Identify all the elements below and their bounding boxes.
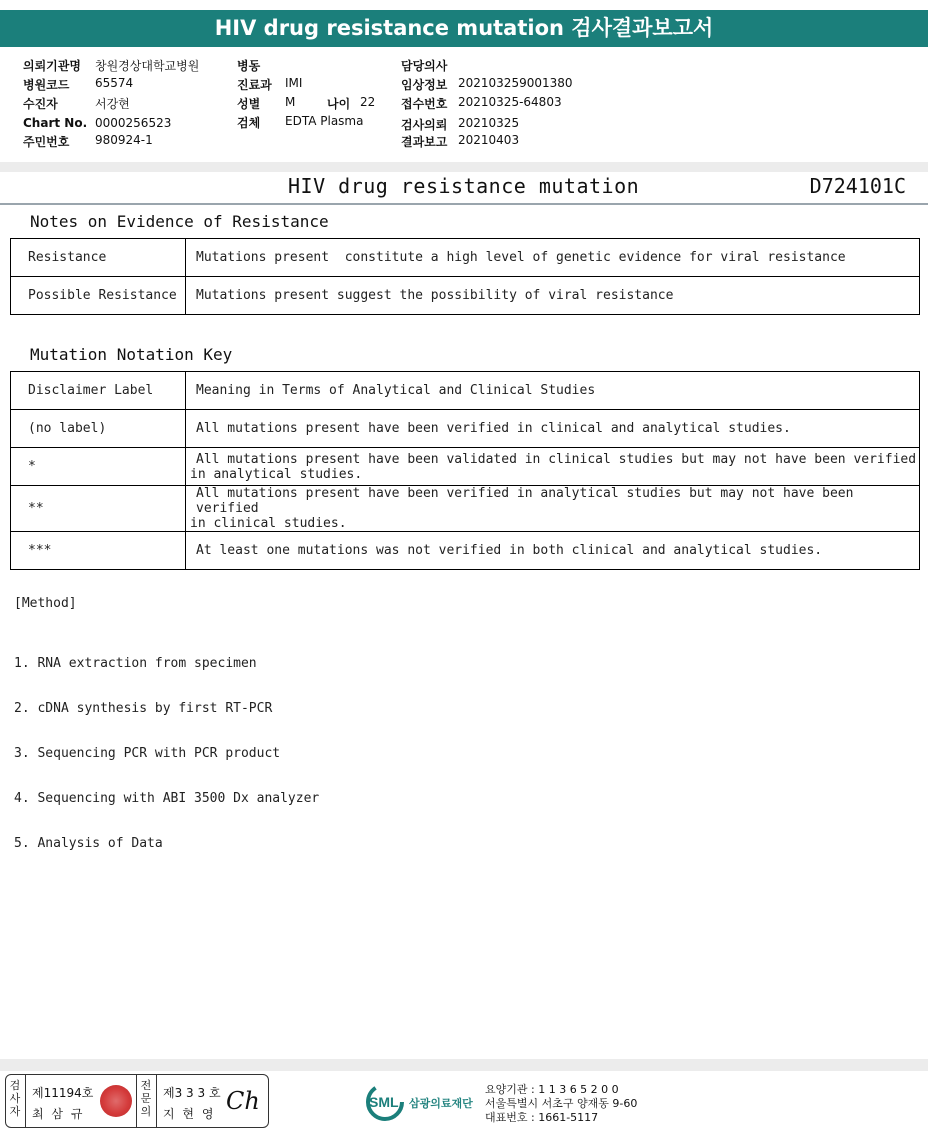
specimen-value: EDTA Plasma — [285, 114, 364, 128]
notation-text-line: in analytical studies. — [190, 466, 363, 482]
evidence-heading: Notes on Evidence of Resistance — [30, 212, 329, 231]
request-label: 검사의뢰 — [401, 118, 448, 132]
notation-text-line: All mutations present have been verified in analytical studies but may not have been verified — [196, 486, 854, 516]
specialist-name: 지 현 영 — [163, 1107, 216, 1121]
notation-label-cell: * — [11, 448, 186, 486]
clinical-value: 202103259001380 — [458, 76, 573, 90]
hospital-code-value: 65574 — [95, 76, 134, 90]
table-row — [11, 486, 920, 532]
header-separator — [0, 162, 928, 172]
chart-no-value: 0000256523 — [95, 116, 172, 130]
notation-text-cell — [186, 486, 920, 532]
evidence-text-cell: Mutations present constitute a high level of genetic evidence for viral resistance — [186, 239, 920, 277]
table-header-row — [11, 372, 920, 410]
lab-address: 서울특별시 서초구 양재동 9-60 — [485, 1097, 638, 1110]
examiner-label: 검사자 — [9, 1079, 21, 1118]
column-header: Meaning in Terms of Analytical and Clinical Studies — [186, 372, 920, 410]
institution-label: 의뢰기관명 — [23, 59, 81, 73]
age-value: 22 — [360, 95, 376, 109]
chart-no-label: Chart No. — [23, 116, 88, 130]
age-label: 나이 — [327, 97, 351, 111]
divider — [156, 1075, 157, 1127]
clinical-label: 임상정보 — [401, 78, 448, 92]
column-header: Disclaimer Label — [11, 372, 186, 410]
doctor-label: 담당의사 — [401, 59, 448, 73]
report-code: D724101C — [809, 174, 906, 198]
lab-name: 삼광의료재단 — [409, 1097, 473, 1110]
method-step: 5. Analysis of Data — [14, 836, 163, 851]
title-underline — [0, 203, 928, 205]
sml-logo-icon — [365, 1082, 485, 1122]
recipient-value: 서강현 — [95, 97, 130, 111]
evidence-table — [10, 238, 920, 315]
institution-value: 창원경상대학교병원 — [95, 59, 200, 73]
specialist-label: 전문의 — [140, 1079, 152, 1118]
table-row — [11, 277, 920, 315]
notation-heading: Mutation Notation Key — [30, 345, 233, 364]
recipient-label: 수진자 — [23, 97, 58, 111]
specialist-license: 제3 3 3 호 — [163, 1086, 221, 1100]
evidence-text-cell: Mutations present suggest the possibility of viral resistance — [186, 277, 920, 315]
receipt-value: 20210325-64803 — [458, 95, 562, 109]
method-step: 1. RNA extraction from specimen — [14, 656, 257, 671]
evidence-label-cell: Possible Resistance — [11, 277, 186, 315]
report-date-value: 20210403 — [458, 133, 520, 147]
table-row — [11, 410, 920, 448]
lab-info — [485, 1083, 637, 1125]
report-date-label: 결과보고 — [401, 135, 448, 149]
report-title: HIV drug resistance mutation — [288, 174, 640, 198]
official-seal-icon — [100, 1085, 132, 1117]
sex-label: 성별 — [237, 97, 261, 111]
examiner-license: 제11194호 — [32, 1086, 94, 1100]
notation-table — [10, 371, 920, 570]
sex-value: M — [285, 95, 296, 109]
notation-text-line: in clinical studies. — [190, 516, 347, 531]
notation-text-line: All mutations present have been validated in clinical studies but may not have been verified — [196, 451, 917, 467]
lab-license: 요양기관 : 1 1 3 6 5 2 0 0 — [485, 1083, 619, 1096]
lab-phone: 대표번호 : 1661-5117 — [485, 1111, 599, 1124]
table-row — [11, 532, 920, 570]
receipt-label: 접수번호 — [401, 97, 448, 111]
report-banner: HIV drug resistance mutation 검사결과보고서 — [0, 10, 928, 47]
notation-label-cell: *** — [11, 532, 186, 570]
request-value: 20210325 — [458, 116, 520, 130]
notation-text-cell: At least one mutations was not verified in both clinical and analytical studies. — [186, 532, 920, 570]
ward-label: 병동 — [237, 59, 261, 73]
logo-text: SML — [369, 1094, 399, 1110]
method-step: 4. Sequencing with ABI 3500 Dx analyzer — [14, 791, 320, 806]
divider — [25, 1075, 26, 1127]
footer-separator — [0, 1059, 928, 1071]
signature-icon: Ch — [226, 1087, 260, 1115]
method-heading: [Method] — [14, 596, 77, 611]
method-list — [14, 626, 319, 866]
report-title-bar — [0, 173, 928, 203]
patient-info — [0, 0, 928, 160]
notation-label-cell: ** — [11, 486, 186, 532]
signature-box — [5, 1074, 269, 1128]
method-step: 3. Sequencing PCR with PCR product — [14, 746, 281, 761]
dept-value: IMI — [285, 76, 303, 90]
method-step: 2. cDNA synthesis by first RT-PCR — [14, 701, 273, 716]
notation-text-cell — [186, 448, 920, 486]
hospital-code-label: 병원코드 — [23, 78, 70, 92]
specimen-label: 검체 — [237, 116, 261, 130]
rrn-value: 980924-1 — [95, 133, 153, 147]
examiner-name: 최 삼 규 — [32, 1107, 85, 1121]
notation-text-cell: All mutations present have been verified in clinical and analytical studies. — [186, 410, 920, 448]
divider — [136, 1075, 137, 1127]
table-row — [11, 239, 920, 277]
evidence-label-cell: Resistance — [11, 239, 186, 277]
rrn-label: 주민번호 — [23, 135, 70, 149]
notation-label-cell: (no label) — [11, 410, 186, 448]
dept-label: 진료과 — [237, 78, 272, 92]
table-row — [11, 448, 920, 486]
